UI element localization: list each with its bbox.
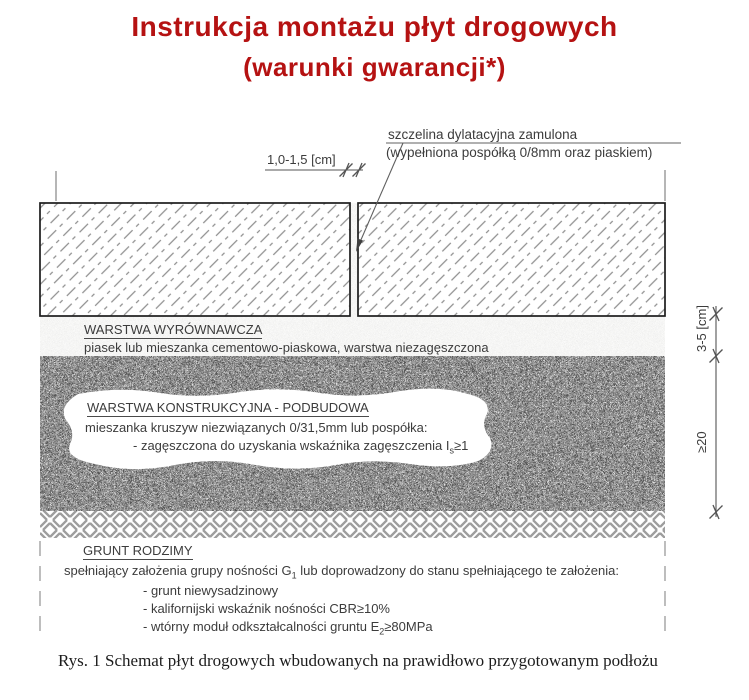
page-title: Instrukcja montażu płyt drogowych: [131, 11, 618, 42]
leveling-layer-desc: piasek lub mieszanka cementowo-piaskowa, warstwa niezagęszczona: [84, 340, 489, 355]
subgrade-title: GRUNT RODZIMY: [83, 543, 193, 558]
joint-width-dim-text: 1,0-1,5 [cm]: [267, 152, 336, 167]
thickness-dimension: [710, 306, 723, 519]
base-layer-title: WARSTWA KONSTRUKCYJNA - PODBUDOWA: [87, 400, 369, 415]
subgrade-bullet-2: - kalifornijski wskaźnik nośności CBR≥10%: [143, 601, 390, 616]
subgrade-intro: spełniający założenia grupy nośności $G_1$ lub doprowadzony do stanu spełniającego te założenia:: [64, 563, 619, 581]
joint-label-line2: (wypełniona pospółką 0/8mm oraz piaskiem): [386, 145, 653, 160]
leveling-layer-title: WARSTWA WYRÓWNAWCZA: [84, 322, 263, 337]
page-subtitle: (warunki gwarancji*): [243, 52, 506, 82]
dim-right-bottom-text: ≥20: [694, 431, 709, 453]
base-layer-line1: mieszanka kruszyw niezwiązanych 0/31,5mm lub pospółka:: [85, 420, 428, 435]
subgrade-hatch-band: [40, 511, 665, 538]
dim-right-top-text: 3-5 [cm]: [694, 305, 709, 352]
subgrade-bullet-1: - grunt niewysadzinowy: [143, 583, 279, 598]
figure-caption: Rys. 1 Schemat płyt drogowych wbudowanych na prawidłowo przygotowanym podłożu: [58, 651, 658, 670]
extension-lines: [56, 170, 665, 201]
road-slab-left: [40, 203, 350, 316]
base-layer-line2: - zagęszczona do uzyskania wskaźnika zagęszczenia $I_s\ge 1$: [133, 438, 469, 456]
joint-label-line1: szczelina dylatacyjna zamulona: [388, 127, 578, 142]
subgrade-bullet-3: - wtórny moduł odkształcalności gruntu $E_2\ge 80MPa$: [143, 619, 433, 637]
road-slab-right: [358, 203, 665, 316]
